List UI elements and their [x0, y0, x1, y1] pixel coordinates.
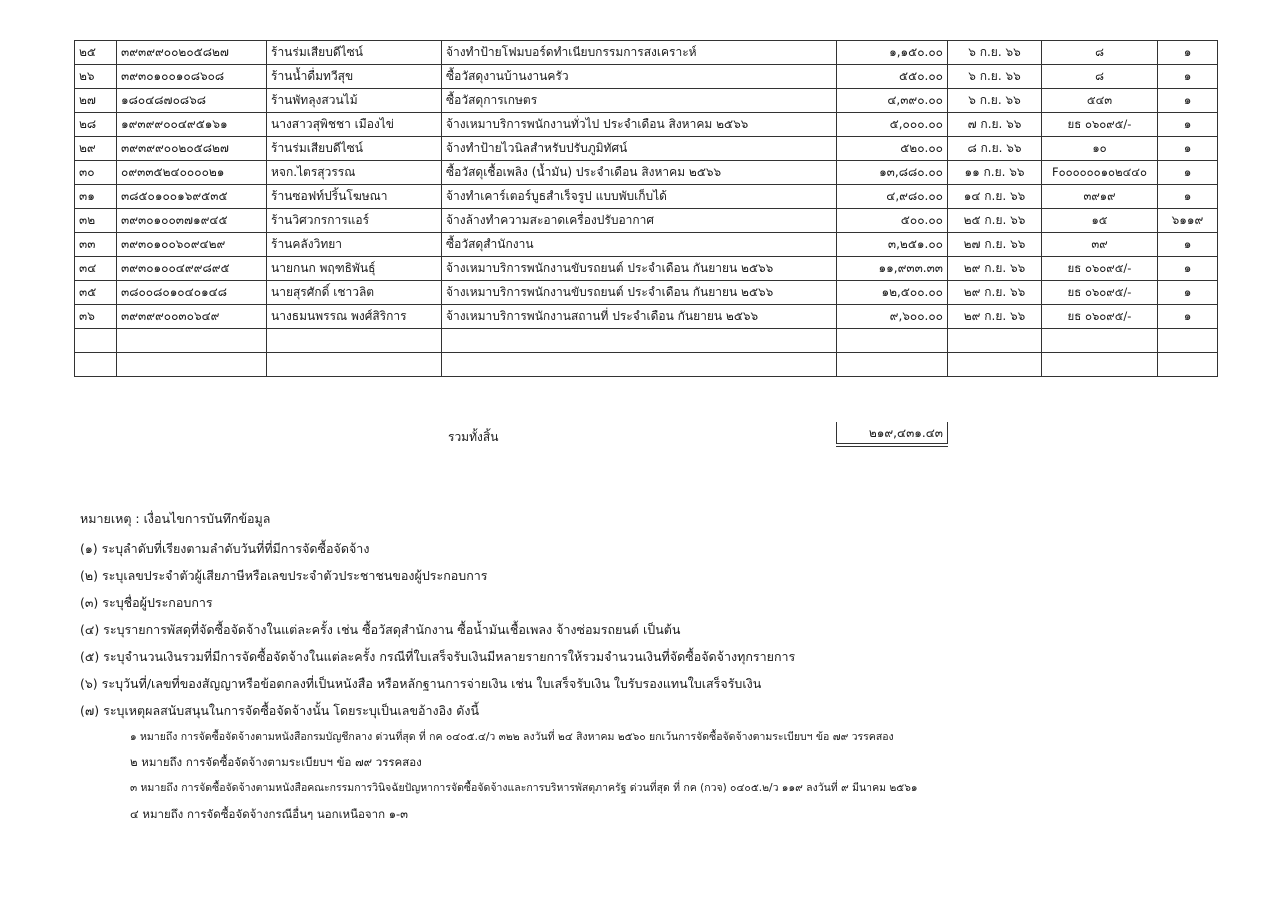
note-item: (๕) ระบุจำนวนเงินรวมที่มีการจัดซื้อจัดจ้างในแต่ละครั้ง กรณีที่ใบเสร็จรับเงินมีหลายรายการให้รวมจำนวนเงินที่จัดซื้อจัดจ้างทุกรายการ [80, 649, 796, 664]
vendor-name: นายกนก พฤฑธิพันธุ์ [267, 257, 442, 281]
item-description: จ้างทำเคาร์เตอร์บูธสำเร็จรูป แบบพับเก็บได้ [442, 185, 837, 209]
table-row [75, 185, 1218, 209]
tax-id: ๓๙๓๐๑๐๐๓๗๑๙๔๕ [117, 209, 267, 233]
reason-code: ๑ [1158, 113, 1218, 137]
row-number: ๓๐ [75, 161, 117, 185]
table-row [75, 65, 1218, 89]
total-amount: ๒๑๙,๔๓๑.๔๓ [836, 422, 948, 444]
tax-id: ๐๙๓๓๕๒๔๐๐๐๐๒๑ [117, 161, 267, 185]
vendor-name: ร้านวิศวกรการแอร์ [267, 209, 442, 233]
empty-cell [948, 353, 1042, 377]
row-number: ๓๑ [75, 185, 117, 209]
item-description: จ้างเหมาบริการพนักงานทั่วไป ประจำเดือน สิงหาคม ๒๕๖๖ [442, 113, 837, 137]
note-item: (๗) ระบุเหตุผลสนับสนุนในการจัดซื้อจัดจ้างนั้น โดยระบุเป็นเลขอ้างอิง ดังนี้ [80, 703, 479, 718]
date: ๗ ก.ย. ๖๖ [948, 113, 1042, 137]
amount: ๕๕๐.๐๐ [837, 65, 948, 89]
table-row [75, 305, 1218, 329]
date: ๖ ก.ย. ๖๖ [948, 89, 1042, 113]
table-row [75, 233, 1218, 257]
item-description: จ้างเหมาบริการพนักงานสถานที่ ประจำเดือน กันยายน ๒๕๖๖ [442, 305, 837, 329]
tax-id: ๑๘๐๔๘๗๐๘๖๘ [117, 89, 267, 113]
item-description: จ้างเหมาบริการพนักงานขับรถยนต์ ประจำเดือน กันยายน ๒๕๖๖ [442, 257, 837, 281]
table-row [75, 161, 1218, 185]
note-sub-item: ๔ หมายถึง การจัดซื้อจัดจ้างกรณีอื่นๆ นอกเหนือจาก ๑-๓ [130, 807, 409, 821]
item-description: จ้างล้างทำความสะอาดเครื่องปรับอากาศ [442, 209, 837, 233]
tax-id: ๓๙๓๐๑๐๐๖๐๙๔๒๙ [117, 233, 267, 257]
vendor-name: ร้านร่มเสียบดีไซน์ [267, 137, 442, 161]
amount: ๑,๑๕๐.๐๐ [837, 41, 948, 65]
empty-cell [267, 329, 442, 353]
table-row [75, 89, 1218, 113]
vendor-name: หจก.ไตรสุวรรณ [267, 161, 442, 185]
empty-table-row [75, 329, 1218, 353]
amount: ๕๒๐.๐๐ [837, 137, 948, 161]
item-description: จ้างทำป้ายโฟมบอร์ดทำเนียบกรรมการสงเคราะห์ [442, 41, 837, 65]
empty-cell [1158, 353, 1218, 377]
reason-code: ๑ [1158, 257, 1218, 281]
vendor-name: ร้านร่มเสียบดีไซน์ [267, 41, 442, 65]
item-description: จ้างเหมาบริการพนักงานขับรถยนต์ ประจำเดือน กันยายน ๒๕๖๖ [442, 281, 837, 305]
empty-cell [75, 353, 117, 377]
empty-cell [267, 353, 442, 377]
vendor-name: นายสุรศักดิ์ เชาวลิต [267, 281, 442, 305]
empty-cell [1158, 329, 1218, 353]
reference-number: ๓๙๑๙ [1042, 185, 1158, 209]
row-number: ๓๔ [75, 257, 117, 281]
row-number: ๒๕ [75, 41, 117, 65]
reason-code: ๑ [1158, 65, 1218, 89]
item-description: ซื้อวัสดุงานบ้านงานครัว [442, 65, 837, 89]
reference-number: ยธ ๐๖๐๙๕/- [1042, 113, 1158, 137]
vendor-name: ร้านพัทลุงสวนไม้ [267, 89, 442, 113]
amount: ๑๓,๘๘๐.๐๐ [837, 161, 948, 185]
reference-number: ๘ [1042, 65, 1158, 89]
empty-cell [837, 329, 948, 353]
reason-code: ๑ [1158, 185, 1218, 209]
empty-cell [1042, 329, 1158, 353]
reason-code: ๖๑๑๙ [1158, 209, 1218, 233]
empty-cell [117, 353, 267, 377]
note-sub-item: ๒ หมายถึง การจัดซื้อจัดจ้างตามระเบียบฯ ข้อ ๗๙ วรรคสอง [130, 755, 422, 769]
note-item: (๓) ระบุชื่อผู้ประกอบการ [80, 595, 213, 610]
vendor-name: ร้านซอฟท์ปริ้นโฆษณา [267, 185, 442, 209]
table-row [75, 137, 1218, 161]
reference-number: ๘ [1042, 41, 1158, 65]
date: ๒๕ ก.ย. ๖๖ [948, 209, 1042, 233]
tax-id: ๑๙๓๙๙๐๐๔๙๕๑๖๑ [117, 113, 267, 137]
vendor-name: ร้านน้ำดื่มทวีสุข [267, 65, 442, 89]
table-row [75, 209, 1218, 233]
amount: ๓,๒๕๑.๐๐ [837, 233, 948, 257]
amount: ๕๐๐.๐๐ [837, 209, 948, 233]
amount: ๑๒,๕๐๐.๐๐ [837, 281, 948, 305]
date: ๒๙ ก.ย. ๖๖ [948, 257, 1042, 281]
reason-code: ๑ [1158, 305, 1218, 329]
reason-code: ๑ [1158, 161, 1218, 185]
amount: ๙,๖๐๐.๐๐ [837, 305, 948, 329]
empty-cell [75, 329, 117, 353]
tax-id: ๓๙๓๙๙๐๐๒๐๕๘๒๗ [117, 137, 267, 161]
reason-code: ๑ [1158, 281, 1218, 305]
vendor-name: นางสาวสุพิชชา เมืองไข่ [267, 113, 442, 137]
table-row [75, 41, 1218, 65]
empty-table-row [75, 353, 1218, 377]
reference-number: ยธ ๐๖๐๙๕/- [1042, 305, 1158, 329]
empty-cell [837, 353, 948, 377]
reference-number: ยธ ๐๖๐๙๕/- [1042, 257, 1158, 281]
date: ๒๙ ก.ย. ๖๖ [948, 281, 1042, 305]
notes-heading: หมายเหตุ : เงื่อนไขการบันทึกข้อมูล [80, 511, 271, 526]
empty-cell [1042, 353, 1158, 377]
table-row [75, 113, 1218, 137]
empty-cell [117, 329, 267, 353]
date: ๒๙ ก.ย. ๖๖ [948, 305, 1042, 329]
note-item: (๑) ระบุลำดับที่เรียงตามลำดับวันที่ที่มีการจัดซื้อจัดจ้าง [80, 541, 370, 556]
amount: ๑๑,๙๓๓.๓๓ [837, 257, 948, 281]
item-description: ซื้อวัสดุสำนักงาน [442, 233, 837, 257]
table-row [75, 281, 1218, 305]
amount: ๕,๐๐๐.๐๐ [837, 113, 948, 137]
amount: ๔,๙๘๐.๐๐ [837, 185, 948, 209]
empty-cell [442, 329, 837, 353]
tax-id: ๓๘๕๐๑๐๐๑๖๙๕๓๕ [117, 185, 267, 209]
row-number: ๒๙ [75, 137, 117, 161]
item-description: จ้างทำป้ายไวนิลสำหรับปรับภูมิทัศน์ [442, 137, 837, 161]
tax-id: ๓๘๐๐๘๐๑๐๔๐๑๔๘ [117, 281, 267, 305]
note-sub-item: ๓ หมายถึง การจัดซื้อจัดจ้างตามหนังสือคณะกรรมการวินิจฉัยปัญหาการจัดซื้อจัดจ้างและการบริหารพัสดุภาครัฐ ด่วนที่สุด ที่ กค (กวจ) ๐๔๐๕.๒/ว ๑๑๙ ลงวันที่ ๙ มีนาคม ๒๕๖๑ [130, 782, 918, 794]
date: ๑๑ ก.ย. ๖๖ [948, 161, 1042, 185]
tax-id: ๓๙๓๙๙๐๐๒๐๕๘๒๗ [117, 41, 267, 65]
table-row [75, 257, 1218, 281]
reference-number: ๑๕ [1042, 209, 1158, 233]
vendor-name: ร้านคลังวิทยา [267, 233, 442, 257]
note-item: (๖) ระบุวันที่/เลขที่ของสัญญาหรือข้อตกลงที่เป็นหนังสือ หรือหลักฐานการจ่ายเงิน เช่น ใบเสร็จรับเงิน ใบรับรองแทนใบเสร็จรับเงิน [80, 676, 762, 691]
row-number: ๓๖ [75, 305, 117, 329]
row-number: ๓๒ [75, 209, 117, 233]
tax-id: ๓๙๓๐๑๐๐๑๐๘๖๐๘ [117, 65, 267, 89]
reference-number: ๕๔๓ [1042, 89, 1158, 113]
note-sub-item: ๑ หมายถึง การจัดซื้อจัดจ้างตามหนังสือกรมบัญชีกลาง ด่วนที่สุด ที่ กค ๐๔๐๕.๔/ว ๓๒๒ ลงวันที่ ๒๔ สิงหาคม ๒๕๖๐ ยกเว้นการจัดซื้อจัดจ้างตามระเบียบฯ ข้อ ๗๙ วรรคสอง [130, 731, 894, 743]
row-number: ๓๕ [75, 281, 117, 305]
reason-code: ๑ [1158, 41, 1218, 65]
empty-cell [948, 329, 1042, 353]
reason-code: ๑ [1158, 233, 1218, 257]
reference-number: ๑๐ [1042, 137, 1158, 161]
row-number: ๒๘ [75, 113, 117, 137]
item-description: ซื้อวัสดุเชื้อเพลิง (น้ำมัน) ประจำเดือน สิงหาคม ๒๕๖๖ [442, 161, 837, 185]
amount: ๔,๓๙๐.๐๐ [837, 89, 948, 113]
date: ๖ ก.ย. ๖๖ [948, 41, 1042, 65]
note-item: (๒) ระบุเลขประจำตัวผู้เสียภาษีหรือเลขประจำตัวประชาชนของผู้ประกอบการ [80, 568, 488, 583]
reason-code: ๑ [1158, 89, 1218, 113]
row-number: ๒๖ [75, 65, 117, 89]
vendor-name: นางธมนพรรณ พงศ์สิริการ [267, 305, 442, 329]
total-label: รวมทั้งสิ้น [448, 430, 499, 444]
row-number: ๒๗ [75, 89, 117, 113]
empty-cell [442, 353, 837, 377]
date: ๑๔ ก.ย. ๖๖ [948, 185, 1042, 209]
date: ๘ ก.ย. ๖๖ [948, 137, 1042, 161]
tax-id: ๓๙๓๐๑๐๐๔๙๙๘๙๕ [117, 257, 267, 281]
item-description: ซื้อวัสดุการเกษตร [442, 89, 837, 113]
reference-number: ยธ ๐๖๐๙๕/- [1042, 281, 1158, 305]
reference-number: ๓๙ [1042, 233, 1158, 257]
total-double-underline [836, 446, 948, 447]
reason-code: ๑ [1158, 137, 1218, 161]
procurement-table [74, 40, 1218, 377]
note-item: (๔) ระบุรายการพัสดุที่จัดซื้อจัดจ้างในแต่ละครั้ง เช่น ซื้อวัสดุสำนักงาน ซื้อน้ำมันเชื้อเพลง จ้างซ่อมรถยนต์ เป็นต้น [80, 622, 681, 637]
row-number: ๓๓ [75, 233, 117, 257]
date: ๖ ก.ย. ๖๖ [948, 65, 1042, 89]
tax-id: ๓๙๓๙๙๐๐๓๐๖๔๙ [117, 305, 267, 329]
reference-number: F๐๐๐๐๐๐๑๐๒๔๔๐ [1042, 161, 1158, 185]
date: ๒๗ ก.ย. ๖๖ [948, 233, 1042, 257]
